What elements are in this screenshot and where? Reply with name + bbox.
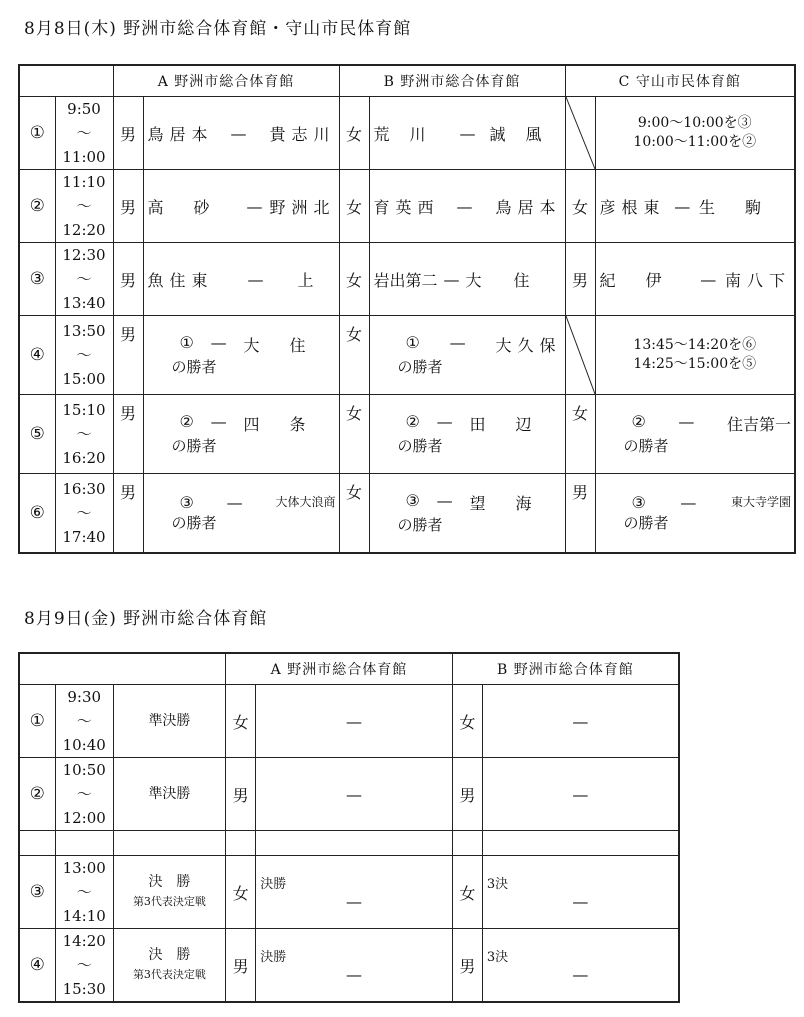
match-a: 決勝 — — [256, 929, 453, 1003]
gender-b: 女 — [452, 856, 482, 929]
match-b: ② — 田辺 の勝者 — [369, 395, 565, 474]
time-change-note: 13:45～14:20を⑥ 14:25～15:00を⑤ — [595, 316, 795, 395]
match-number: ④ — [19, 929, 55, 1003]
day2-schedule-table — [18, 652, 680, 1003]
match-b: — — [482, 758, 679, 831]
table-row — [19, 929, 679, 1003]
match-time: 14:20 ～ 15:30 — [55, 929, 113, 1003]
match-a: 鳥居本 — 貴志川 — [143, 97, 339, 170]
match-b: 3決 — — [482, 856, 679, 929]
match-b: 荒川 — 誠風 — [369, 97, 565, 170]
gender-c-blank — [565, 316, 595, 395]
gender-b: 女 — [339, 395, 369, 474]
gender-a: 女 — [226, 856, 256, 929]
match-time: 11:10 ～ 12:20 — [55, 170, 113, 243]
match-number: ① — [19, 685, 55, 758]
match-number: ⑤ — [19, 395, 55, 474]
gender-b: 女 — [339, 316, 369, 395]
match-time: 9:50 ～ 11:00 — [55, 97, 113, 170]
match-number: ⑥ — [19, 474, 55, 554]
table-row — [19, 856, 679, 929]
gender-b: 女 — [339, 474, 369, 554]
match-number: ① — [19, 97, 55, 170]
gender-c: 男 — [565, 243, 595, 316]
table-row — [19, 97, 795, 170]
venue-a-header: A 野洲市総合体育館 — [226, 653, 453, 685]
round-label: 決 勝 第3代表決定戦 — [113, 929, 225, 1003]
gender-a: 女 — [226, 685, 256, 758]
header-empty — [19, 653, 226, 685]
match-time: 16:30 ～ 17:40 — [55, 474, 113, 554]
gender-a: 男 — [113, 243, 143, 316]
match-a: — — [256, 758, 453, 831]
match-c: ③ — 東大寺学園 の勝者 — [595, 474, 795, 554]
match-time: 13:00 ～ 14:10 — [55, 856, 113, 929]
gender-a: 男 — [113, 97, 143, 170]
match-c: 紀伊 — 南八下 — [595, 243, 795, 316]
day2-heading: 8月9日(金) 野洲市総合体育館 — [24, 609, 268, 629]
match-b: 岩出第二 — 大住 — [369, 243, 565, 316]
match-b: 3決 — — [482, 929, 679, 1003]
venue-a-header: A 野洲市総合体育館 — [113, 65, 339, 97]
round-label: 準決勝 — [113, 758, 225, 831]
gender-a: 男 — [113, 395, 143, 474]
match-number: ③ — [19, 243, 55, 316]
gender-a: 男 — [226, 758, 256, 831]
gender-b: 男 — [452, 929, 482, 1003]
time-change-note: 9:00～10:00を③ 10:00～11:00を② — [595, 97, 795, 170]
venue-c-header: C 守山市民体育館 — [565, 65, 795, 97]
match-a: — — [256, 685, 453, 758]
match-a: ③ — 大体大浪商 の勝者 — [143, 474, 339, 554]
gender-b: 女 — [339, 243, 369, 316]
table-row — [19, 170, 795, 243]
gender-b: 女 — [339, 170, 369, 243]
match-b: 育英西 — 鳥居本 — [369, 170, 565, 243]
day1-heading: 8月8日(木) 野洲市総合体育館・守山市民体育館 — [24, 19, 412, 39]
match-time: 12:30 ～ 13:40 — [55, 243, 113, 316]
gender-b: 男 — [452, 758, 482, 831]
match-b: ① — 大久保 の勝者 — [369, 316, 565, 395]
table-row — [19, 316, 795, 395]
match-a: 魚住東 — 上 — [143, 243, 339, 316]
match-b: ③ — 望海 の勝者 — [369, 474, 565, 554]
spacer-row — [19, 831, 679, 856]
match-time: 13:50 ～ 15:00 — [55, 316, 113, 395]
match-number: ③ — [19, 856, 55, 929]
match-a: 決勝 — — [256, 856, 453, 929]
venue-b-header: B 野洲市総合体育館 — [339, 65, 565, 97]
gender-c-blank — [565, 97, 595, 170]
match-time: 10:50 ～ 12:00 — [55, 758, 113, 831]
gender-c: 女 — [565, 395, 595, 474]
gender-b: 女 — [339, 97, 369, 170]
table-row — [19, 395, 795, 474]
round-label: 決 勝 第3代表決定戦 — [113, 856, 225, 929]
diagonal-slash — [566, 97, 595, 169]
table-row — [19, 758, 679, 831]
table-row — [19, 685, 679, 758]
match-c: 彦根東 — 生駒 — [595, 170, 795, 243]
table-row — [19, 474, 795, 554]
match-number: ② — [19, 758, 55, 831]
match-a: 高砂 — 野洲北 — [143, 170, 339, 243]
gender-a: 男 — [113, 474, 143, 554]
gender-c: 男 — [565, 474, 595, 554]
match-b: — — [482, 685, 679, 758]
table-row — [19, 243, 795, 316]
gender-c: 女 — [565, 170, 595, 243]
table-header-row — [19, 65, 795, 97]
match-time: 9:30 ～ 10:40 — [55, 685, 113, 758]
match-c: ② — 住吉第一 の勝者 — [595, 395, 795, 474]
match-a: ② — 四条 の勝者 — [143, 395, 339, 474]
diagonal-slash — [566, 316, 595, 394]
match-number: ④ — [19, 316, 55, 395]
round-label: 準決勝 — [113, 685, 225, 758]
match-time: 15:10 ～ 16:20 — [55, 395, 113, 474]
gender-b: 女 — [452, 685, 482, 758]
venue-b-header: B 野洲市総合体育館 — [452, 653, 679, 685]
gender-a: 男 — [226, 929, 256, 1003]
gender-a: 男 — [113, 316, 143, 395]
header-empty — [19, 65, 113, 97]
gender-a: 男 — [113, 170, 143, 243]
day1-schedule-table — [18, 64, 796, 554]
match-number: ② — [19, 170, 55, 243]
table-header-row — [19, 653, 679, 685]
match-a: ① — 大住 の勝者 — [143, 316, 339, 395]
